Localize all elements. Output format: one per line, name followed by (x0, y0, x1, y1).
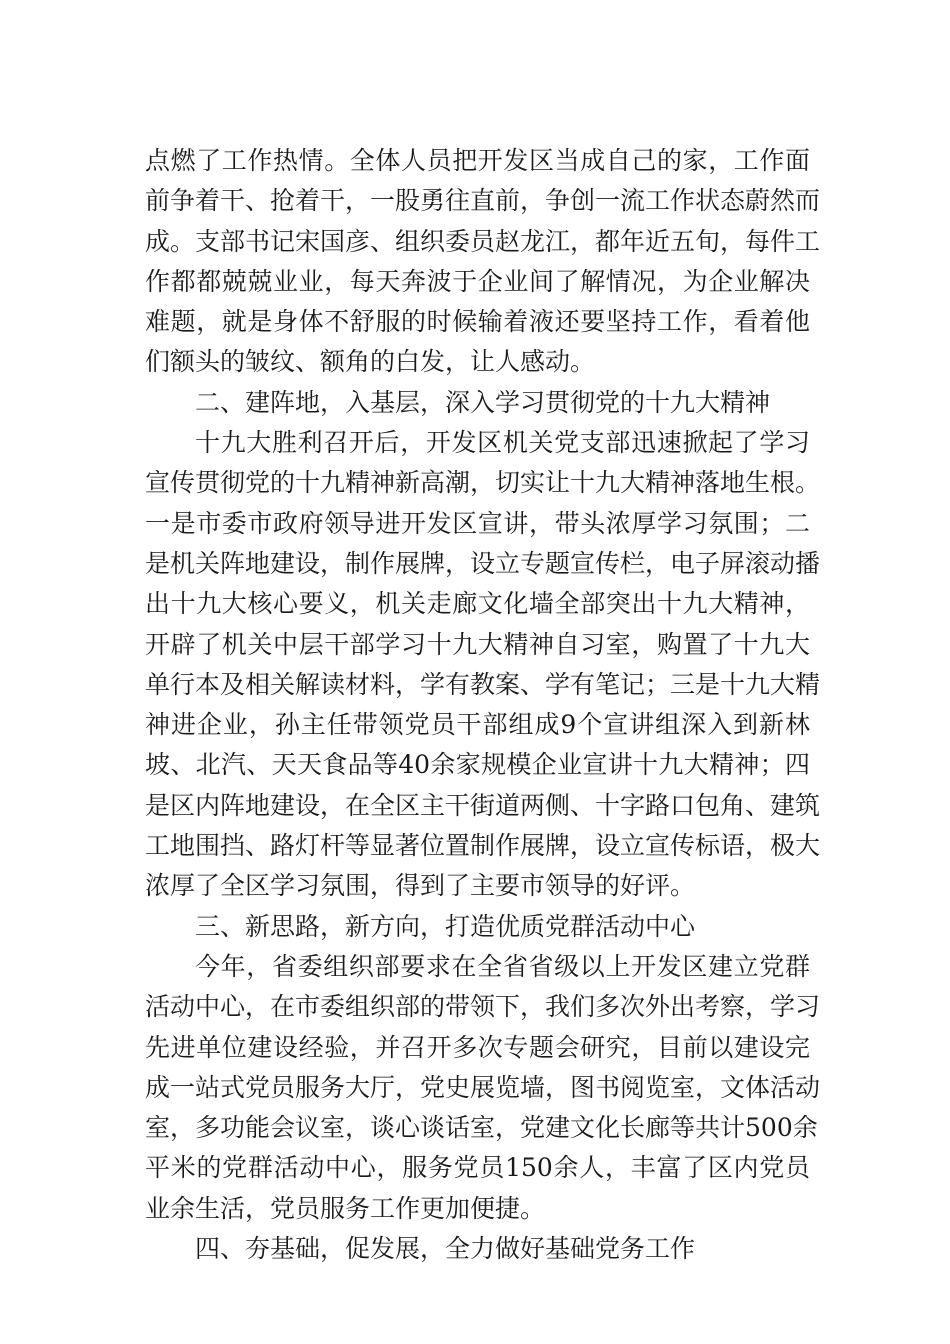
paragraph-line: 业余生活，党员服务工作更加便捷。 (145, 1193, 546, 1223)
paragraph-line: 工地围挡、路灯杆等显著位置制作展牌，设立宣传标语，极大 (145, 831, 821, 861)
paragraph-line: 难题，就是身体不舒服的时候输着液还要坚持工作，看着他 (145, 307, 810, 337)
paragraph-line: 前争着干、抢着干，一股勇往直前，争创一流工作状态蔚然而 (145, 186, 821, 216)
paragraph-line: 作都都兢兢业业，每天奔波于企业间了解情况，为企业解决 (145, 266, 810, 296)
paragraph-line: 一是市委市政府领导进开发区宣讲，带头浓厚学习氛围；二 (145, 508, 810, 538)
section-heading: 三、新思路，新方向，打造优质党群活动中心 (195, 911, 696, 941)
paragraph-line: 成。支部书记宋国彦、组织委员赵龙江，都年近五旬，每件工 (145, 226, 821, 256)
document-body (145, 141, 821, 1269)
paragraph-line: 活动中心，在市委组织部的带领下，我们多次外出考察，学习 (145, 992, 821, 1022)
paragraph-line: 先进单位建设经验，并召开多次专题会研究，目前以建设完 (145, 1032, 810, 1062)
paragraph-line: 是机关阵地建设，制作展牌，设立专题宣传栏，电子屏滚动播 (145, 548, 821, 578)
paragraph-line: 坡、北汽、天天食品等40余家规模企业宣讲十九大精神；四 (145, 750, 810, 780)
paragraph-line: 们额头的皱纹、额角的白发，让人感动。 (145, 347, 596, 377)
paragraph-line: 神进企业，孙主任带领党员干部组成9个宣讲组深入到新林 (145, 710, 810, 740)
paragraph-line: 今年，省委组织部要求在全省省级以上开发区建立党群 (195, 951, 810, 981)
section-heading: 二、建阵地，入基层，深入学习贯彻党的十九大精神 (195, 387, 771, 417)
paragraph-line: 是区内阵地建设，在全区主干街道两侧、十字路口包角、建筑 (145, 790, 821, 820)
paragraph-line: 室，多功能会议室，谈心谈话室，党建文化长廊等共计500余 (145, 1113, 818, 1143)
section-heading: 四、夯基础，促发展，全力做好基础党务工作 (195, 1234, 696, 1264)
paragraph-line: 十九大胜利召开后，开发区机关党支部迅速掀起了学习 (195, 428, 810, 458)
paragraph-line: 平米的党群活动中心，服务党员150余人，丰富了区内党员 (145, 1153, 810, 1183)
paragraph-line: 成一站式党员服务大厅，党史展览墙，图书阅览室，文体活动 (145, 1072, 821, 1102)
paragraph-line: 单行本及相关解读材料，学有教案、学有笔记；三是十九大精 (145, 669, 821, 699)
paragraph-line: 宣传贯彻党的十九精神新高潮，切实让十九大精神落地生根。 (145, 468, 821, 498)
paragraph-line: 开辟了机关中层干部学习十九大精神自习室，购置了十九大 (145, 629, 810, 659)
paragraph-line: 出十九大核心要义，机关走廊文化墙全部突出十九大精神， (145, 589, 810, 619)
paragraph-line: 浓厚了全区学习氛围，得到了主要市领导的好评。 (145, 871, 696, 901)
paragraph-line: 点燃了工作热情。全体人员把开发区当成自己的家，工作面 (145, 146, 810, 175)
